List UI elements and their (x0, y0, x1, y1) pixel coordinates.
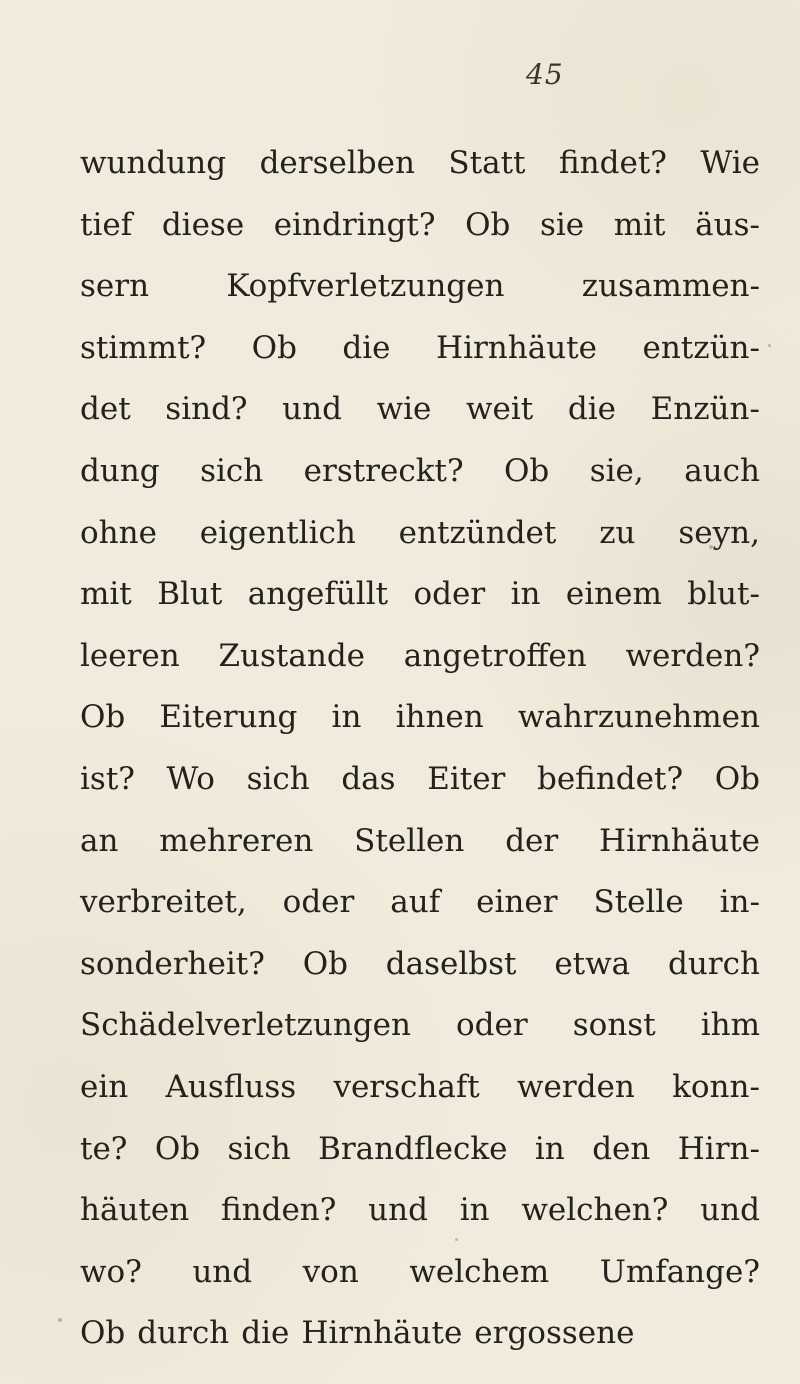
text-word: Schädelverletzungen (80, 1007, 411, 1044)
text-word: Blut (157, 576, 223, 613)
text-line-15 (80, 995, 760, 1057)
text-word: sonst (572, 1007, 656, 1044)
text-word: die (567, 391, 616, 428)
text-word: Ob (251, 329, 297, 366)
text-word: auf (390, 884, 441, 921)
text-word: oder (282, 884, 355, 921)
text-word: konn- (672, 1068, 760, 1105)
text-word: verschaft (333, 1068, 480, 1105)
text-word: erstreckt? (303, 452, 464, 489)
text-word: in (534, 1130, 565, 1167)
text-word: in (510, 576, 541, 613)
page-number: 45 (526, 58, 564, 91)
paper-speck (455, 1238, 458, 1241)
text-line-9 (80, 626, 760, 688)
text-word: und (282, 391, 342, 428)
text-word: und (368, 1192, 428, 1229)
text-word: entzündet (398, 514, 557, 551)
body-text (80, 133, 760, 1365)
text-word: durch (137, 1315, 230, 1352)
text-word: welchen? (521, 1192, 669, 1229)
text-word: in (459, 1192, 490, 1229)
text-word: einer (476, 884, 558, 921)
text-word: Ob (465, 206, 511, 243)
text-word: leeren (80, 637, 180, 674)
text-word: wie (376, 391, 432, 428)
text-word: auch (684, 452, 760, 489)
text-word: äus- (695, 206, 760, 243)
text-word: sich (246, 760, 310, 797)
text-word: mit (80, 576, 132, 613)
text-word: zu (599, 514, 636, 551)
text-word: sich (227, 1130, 291, 1167)
text-word: und (700, 1192, 760, 1229)
text-line-2 (80, 195, 760, 257)
text-word: mehreren (159, 822, 314, 859)
text-word: findet? (558, 145, 667, 181)
text-word: te? (80, 1130, 128, 1167)
text-line-14 (80, 934, 760, 996)
text-word: Ob (302, 945, 348, 982)
text-word: Ob (714, 760, 760, 797)
text-word: sonderheit? (80, 945, 265, 982)
text-word: entzün- (642, 329, 760, 366)
text-word: in (331, 699, 362, 736)
text-word: und (192, 1253, 253, 1290)
text-word: Umfange? (599, 1253, 760, 1290)
text-word: det (80, 391, 131, 428)
text-word: Brandflecke (318, 1130, 508, 1167)
text-word: von (302, 1253, 359, 1290)
text-word: Zustande (218, 637, 366, 674)
text-word: dung (80, 452, 160, 489)
text-word: zusammen- (581, 268, 760, 305)
text-word: sich (200, 452, 264, 489)
text-word: Enzün- (650, 391, 760, 428)
text-word: ihnen (395, 699, 484, 736)
text-word: ihm (700, 1007, 760, 1044)
text-word: seyn, (678, 514, 760, 551)
text-word: Ob (80, 1315, 126, 1352)
text-line-10 (80, 687, 760, 749)
text-word: etwa (554, 945, 631, 982)
paper-speck (709, 545, 713, 549)
text-word: Hirnhäute (301, 1315, 463, 1352)
text-word: die (342, 329, 391, 366)
text-word: wundung (80, 145, 227, 181)
text-line-6 (80, 441, 760, 503)
text-word: angetroffen (403, 637, 587, 674)
text-word: wo? (80, 1253, 142, 1290)
text-line-8 (80, 564, 760, 626)
text-line-12 (80, 811, 760, 873)
text-word: oder (456, 1007, 528, 1044)
text-word: Stellen (354, 822, 465, 859)
text-line-4 (80, 318, 760, 380)
text-line-7 (80, 503, 760, 565)
text-word: verbreitet, (80, 884, 247, 921)
text-word: Hirnhäute (599, 822, 760, 859)
text-word: häuten (80, 1192, 190, 1229)
text-word: stimmt? (80, 329, 207, 366)
text-word: weit (466, 391, 534, 428)
text-word: sie, (589, 452, 644, 489)
text-word: welchem (409, 1253, 550, 1290)
text-word: sern (80, 268, 150, 305)
paper-speck (58, 1318, 62, 1322)
text-word: werden? (625, 637, 760, 674)
text-word: Eiterung (159, 699, 298, 736)
text-word: oder (413, 576, 486, 613)
text-line-11 (80, 749, 760, 811)
text-word: werden (517, 1068, 635, 1105)
text-word: ergossene (474, 1315, 635, 1352)
text-word: angefüllt (247, 576, 389, 613)
text-word: sie (539, 206, 585, 243)
text-word: Hirn- (677, 1130, 760, 1167)
text-line-19 (80, 1242, 760, 1304)
text-line-3 (80, 256, 760, 318)
text-word: Ob (504, 452, 550, 489)
text-word: den (592, 1130, 651, 1167)
text-word: Ob (154, 1130, 201, 1167)
text-word: Kopfverletzungen (226, 268, 505, 305)
text-word: Statt (448, 145, 526, 181)
text-word: derselben (259, 145, 415, 181)
text-word: Wie (700, 145, 760, 181)
text-word: in- (719, 884, 760, 921)
text-word: Ausfluss (165, 1068, 297, 1105)
text-word: ein (80, 1068, 129, 1105)
text-line-20 (80, 1303, 760, 1365)
text-line-17 (80, 1119, 760, 1181)
text-word: der (505, 822, 559, 859)
text-word: wahrzunehmen (517, 699, 760, 736)
text-word: mit (613, 206, 666, 243)
text-line-16 (80, 1057, 760, 1119)
text-word: Eiter (427, 760, 506, 797)
text-word: finden? (220, 1192, 337, 1229)
text-word: ohne (80, 514, 157, 551)
text-word: das (341, 760, 396, 797)
text-word: die (241, 1315, 290, 1352)
text-line-5 (80, 379, 760, 441)
text-word: blut- (687, 576, 760, 613)
text-word: eigentlich (199, 514, 356, 551)
text-word: diese (161, 206, 245, 243)
text-word: Wo (166, 760, 215, 797)
text-line-18 (80, 1180, 760, 1242)
text-word: tief (80, 206, 133, 243)
text-word: Ob (80, 699, 126, 736)
text-word: einem (565, 576, 662, 613)
text-word: durch (667, 945, 760, 982)
paper-speck (768, 344, 771, 347)
text-word: daselbst (385, 945, 517, 982)
text-word: Stelle (593, 884, 684, 921)
text-line-1 (80, 133, 760, 195)
text-word: sind? (165, 391, 248, 428)
text-word: befindet? (536, 760, 684, 797)
text-line-13 (80, 872, 760, 934)
text-word: Hirnhäute (436, 329, 597, 366)
text-word: ist? (80, 760, 135, 797)
text-word: an (80, 822, 119, 859)
text-word: eindringt? (273, 206, 436, 243)
